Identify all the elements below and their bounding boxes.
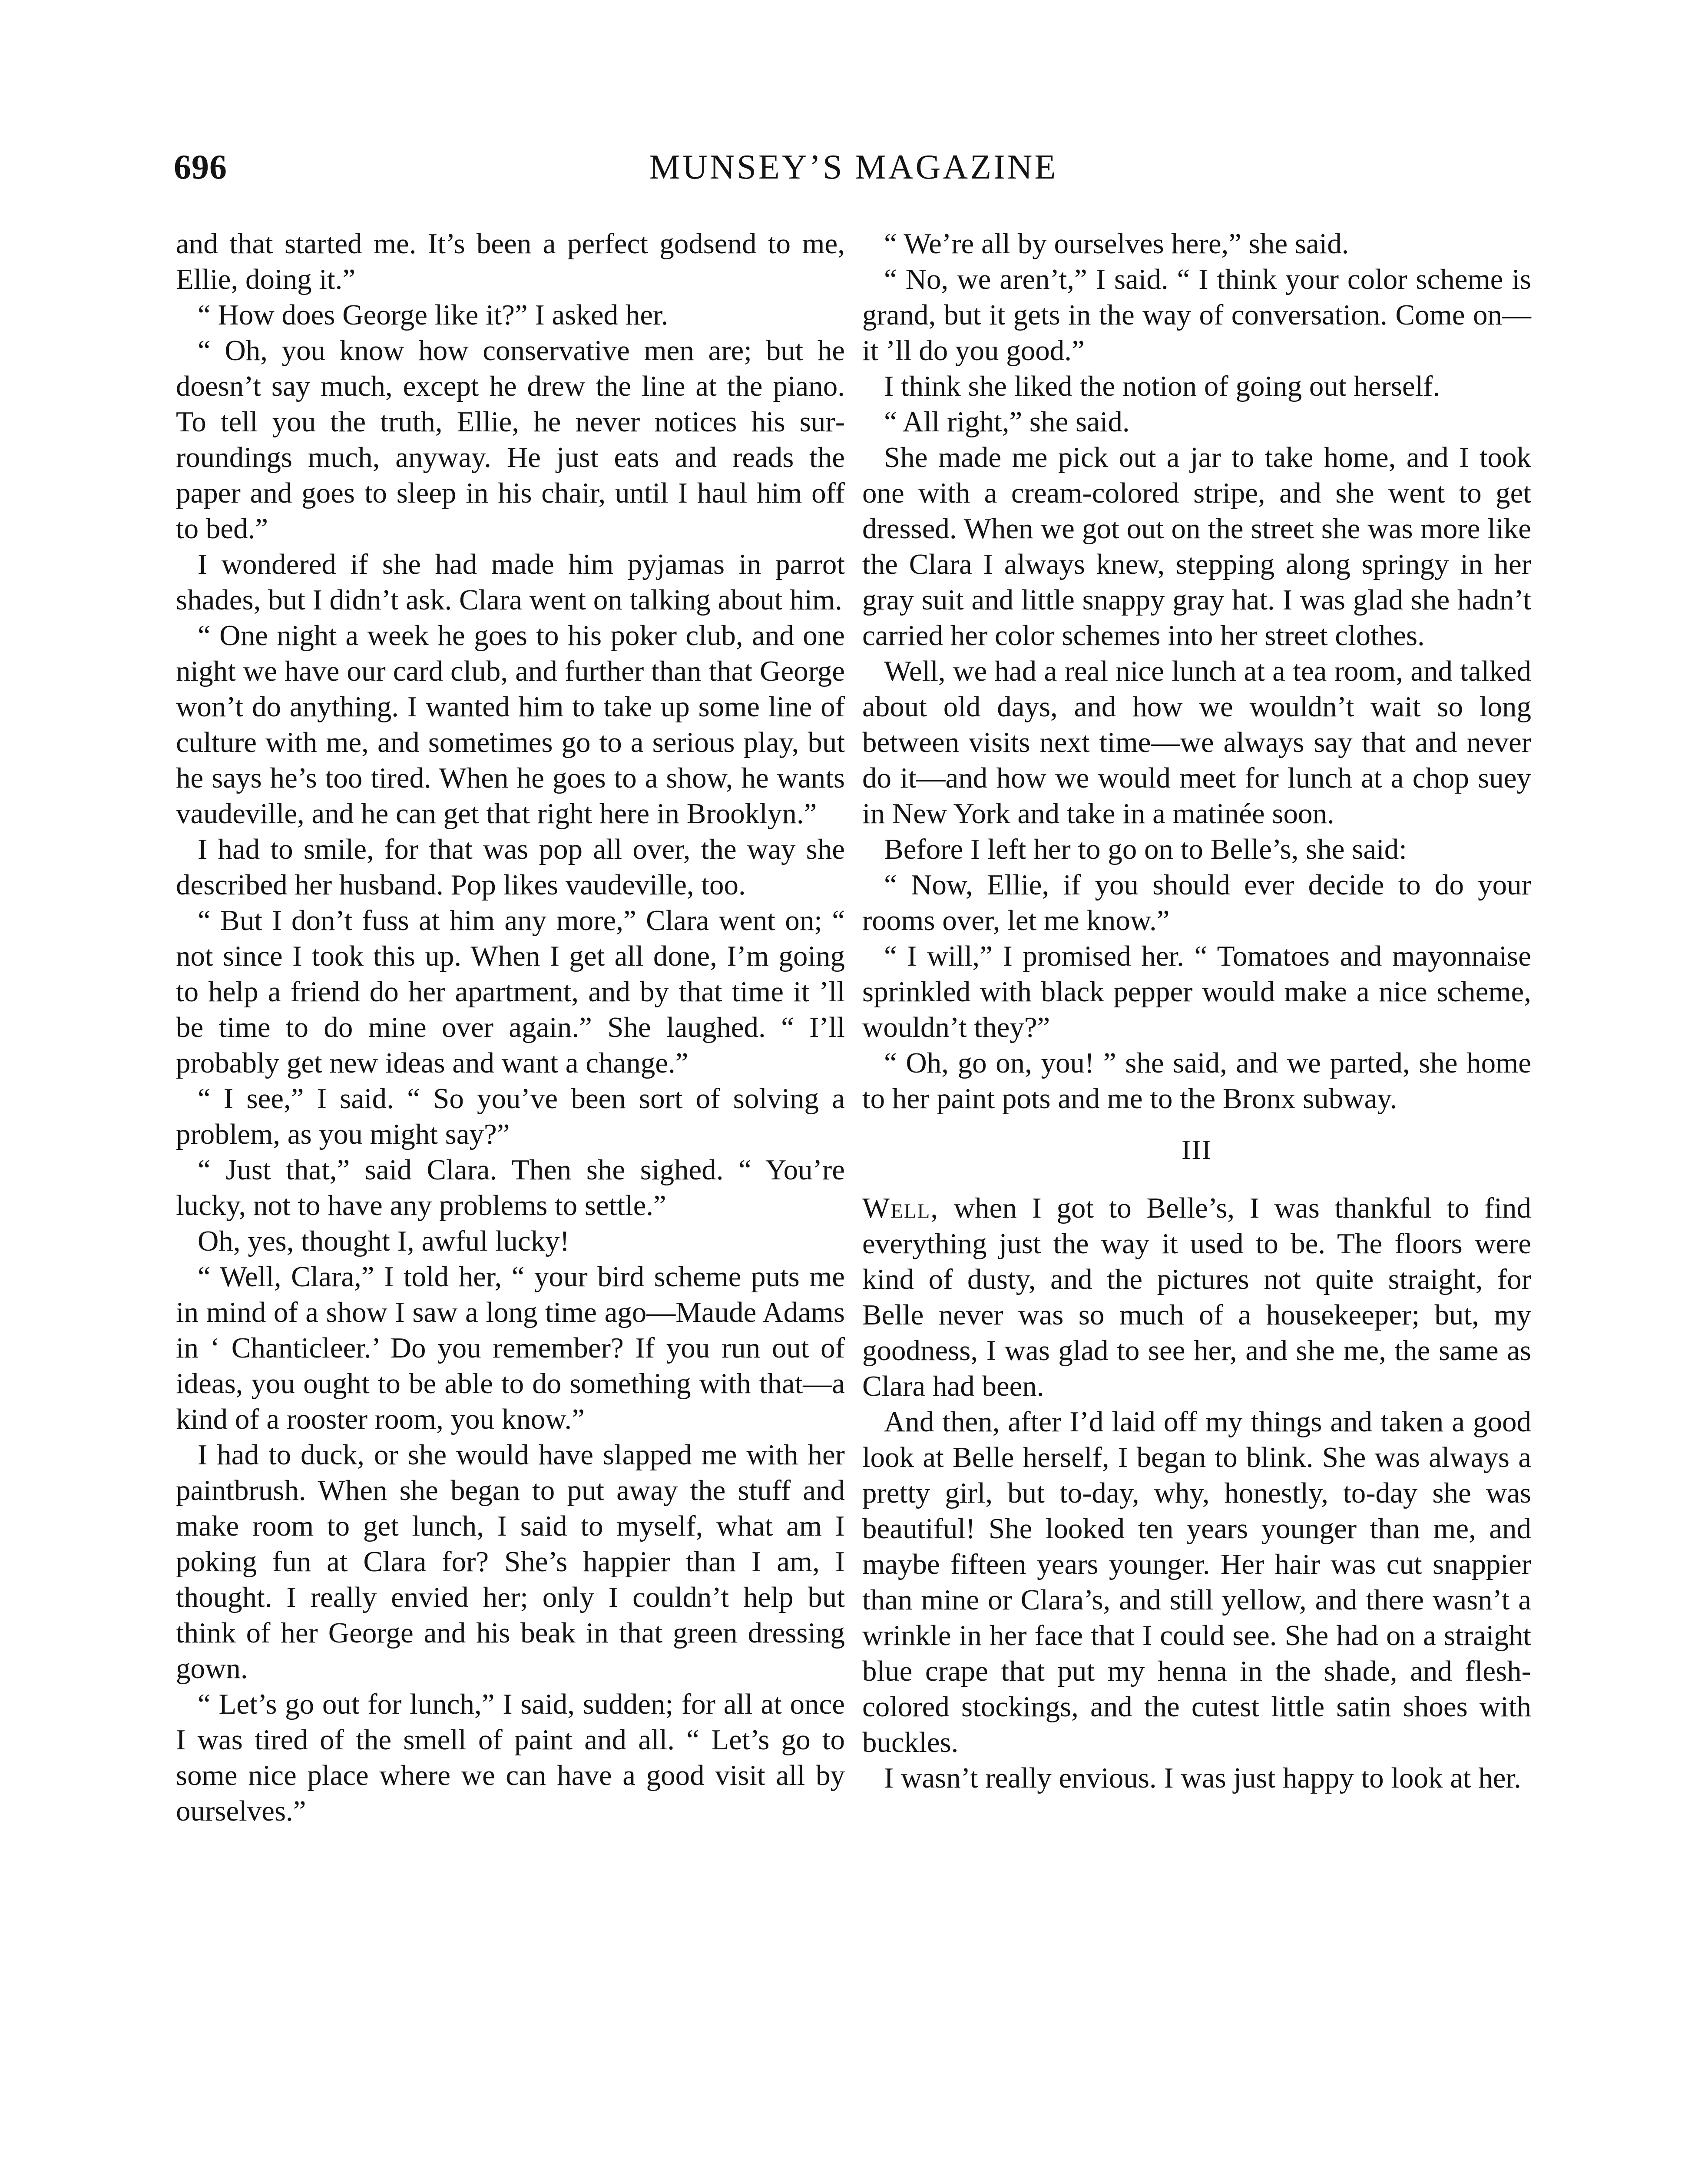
paragraph: “ How does George like it?” I asked her. xyxy=(198,299,669,331)
paragraph: “ I will,” I promised her. “ Tomatoes and mayonnaise sprinkled with black pepper would make a nice scheme, wouldn’t they?” xyxy=(862,940,1531,1043)
paragraph: Oh, yes, thought I, awful lucky! xyxy=(198,1225,569,1257)
paragraph: “ Oh, go on, you! ” she said, and we parted, she home to her paint pots and me to the Bronx subway. xyxy=(862,1047,1531,1115)
paragraph: “ Well, Clara,” I told her, “ your bird scheme puts me in mind of a show I saw a long time ago—Maude Adams in ‘ Chanticleer.’ Do you remember? If you run out of ideas, you ought to be able to do something with that—a kind of a rooster room, you know.” xyxy=(176,1261,845,1435)
left-text-column xyxy=(176,226,845,1829)
paragraph: “ We’re all by ourselves here,” she said. xyxy=(884,228,1349,260)
section-opening-text: when I got to Belle’s, I was thankful to find everything just the way it used to be. The floors were kind of dusty, and the pictures not quite straight, for Belle never was so much of a housekeeper; but, my goodness, I was glad to see her, and she me, the same as Clara had been. xyxy=(862,1192,1531,1402)
section-opening-word: Well, xyxy=(862,1192,939,1224)
paragraph: And then, after I’d laid off my things and taken a good look at Belle herself, I began to blink. She was always a pretty girl, but to-day, why, honestly, to-day she was beautiful! She looked ten years younger than me, and maybe fifteen years younger. Her hair was cut snappier than mine or Clara’s, and still yellow, and there wasn’t a wrinkle in her face that I could see. She had on a straight blue crape that put my henna in the shade, and flesh-colored stockings, and the cutest little satin shoes with buckles. xyxy=(862,1406,1531,1758)
paragraph: “ One night a week he goes to his poker club, and one night we have our card club, and further than that George won’t do anything. I wanted him to take up some line of culture with me, and sometimes go to a serious play, but he says he’s too tired. When he goes to a show, he wants vaudeville, and he can get that right here in Brooklyn.” xyxy=(176,619,845,830)
paragraph: “ I see,” I said. “ So you’ve been sort of solving a problem, as you might say?” xyxy=(176,1083,845,1150)
running-head xyxy=(174,143,1533,191)
paragraph: “ Let’s go out for lunch,” I said, sudden; for all at once I was tired of the smell of paint and all. “ Let’s go to some nice place where we can have a good visit all by ourselves.” xyxy=(176,1688,845,1827)
page-number: 696 xyxy=(174,148,227,186)
paragraph: “ Oh, you know how conservative men are; but he doesn’t say much, except he drew the line at the piano. To tell you the truth, Ellie, he never notices his surroundings much, anyway. He just eats and reads the paper and goes to sleep in his chair, until I haul him off to bed.” xyxy=(176,334,845,545)
paragraph: and that started me. It’s been a perfect godsend to me, Ellie, doing it.” xyxy=(176,228,845,295)
right-column-first-part xyxy=(862,226,1531,1116)
paragraph: “ But I don’t fuss at him any more,” Clara went on; “ not since I took this up. When I get all done, I’m going to help a friend do her apartment, and by that time it ’ll be time to do mine over again.” She laughed. “ I’ll probably get new ideas and want a change.” xyxy=(176,904,845,1079)
paragraph: I think she liked the notion of going out herself. xyxy=(884,370,1440,402)
paragraph: “ All right,” she said. xyxy=(884,406,1130,438)
paragraph: “ Now, Ellie, if you should ever decide to do your rooms over, let me know.” xyxy=(862,869,1531,937)
section-heading: III xyxy=(1182,1134,1212,1165)
paragraph: “ No, we aren’t,” I said. “ I think your color scheme is grand, but it gets in the way of conversation. Come on—it ’ll do you good.” xyxy=(862,263,1531,367)
paragraph: Before I left her to go on to Belle’s, she said: xyxy=(884,833,1407,865)
section-opening-paragraph xyxy=(862,1190,1531,1404)
right-text-column xyxy=(862,226,1531,1796)
paragraph: I wasn’t really envious. I was just happy to look at her. xyxy=(884,1762,1521,1794)
paragraph: I wondered if she had made him pyjamas in parrot shades, but I didn’t ask. Clara went on talking about him. xyxy=(176,548,845,616)
paragraph: She made me pick out a jar to take home, and I took one with a cream-colored stripe, and she went to get dressed. When we got out on the street she was more like the Clara I always knew, stepping along springy in her gray suit and little snappy gray hat. I was glad she hadn’t carried her color schemes into her street clothes. xyxy=(862,441,1531,652)
right-column-second-part xyxy=(862,1404,1531,1796)
paragraph: I had to duck, or she would have slapped me with her paintbrush. When she began to put away the stuff and make room to get lunch, I said to myself, what am I poking fun at Clara for? She’s happier than I am, I thought. I really envied her; only I couldn’t help but think of her George and his beak in that green dressing gown. xyxy=(176,1439,845,1685)
magazine-title: MUNSEY’S MAGAZINE xyxy=(649,148,1058,186)
paragraph: Well, we had a real nice lunch at a tea room, and talked about old days, and how we wouldn’t wait so long between visits next time—we always say that and never do it—and how we would meet for lunch at a chop suey in New York and take in a matinée soon. xyxy=(862,655,1531,830)
paragraph: “ Just that,” said Clara. Then she sighed. “ You’re lucky, not to have any problems to settle.” xyxy=(176,1154,845,1222)
paragraph: I had to smile, for that was pop all over, the way she described her husband. Pop likes vaudeville, too. xyxy=(176,833,845,901)
